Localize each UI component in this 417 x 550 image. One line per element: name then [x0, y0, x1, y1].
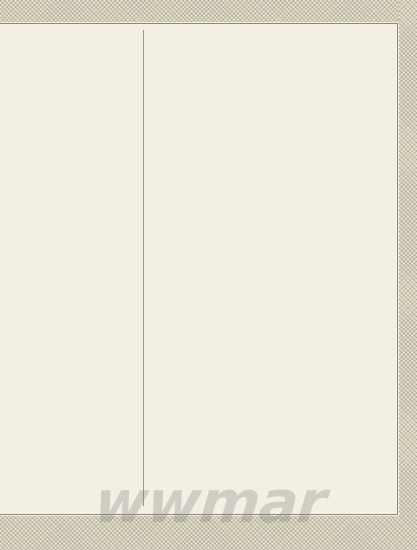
left-column	[0, 30, 140, 506]
column-divider	[143, 30, 144, 506]
document-sheet	[0, 23, 398, 515]
right-column	[147, 30, 391, 506]
right-ornamental-border	[399, 0, 417, 550]
watermark: wwmar	[91, 468, 329, 536]
top-ornamental-border	[0, 0, 417, 22]
